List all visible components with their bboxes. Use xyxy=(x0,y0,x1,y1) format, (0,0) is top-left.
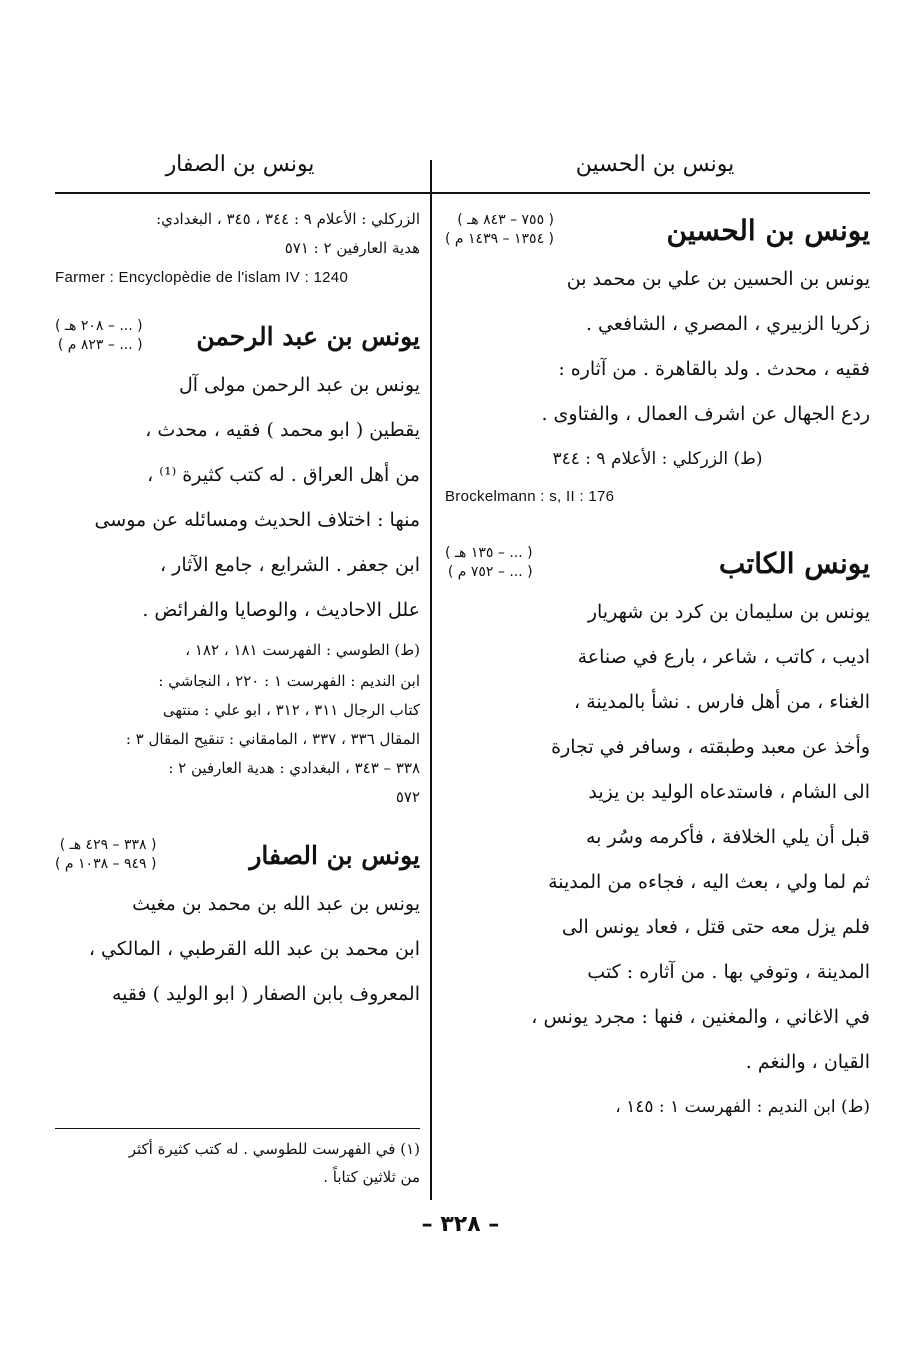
latin-reference: Farmer : Encyclopèdie de l'islam IV : 1240 xyxy=(55,269,349,286)
entry-reference: (ط) ابن النديم : الفهرست ١ : ١٤٥ ، xyxy=(615,1097,870,1117)
hijri-dates: ( ... – ١٣٥ هـ ) xyxy=(445,545,533,561)
right-column xyxy=(445,205,870,1130)
gregorian-dates: ( ١٣٥٤ – ١٤٣٩ م ) xyxy=(445,231,555,247)
entry-text-line: المعروف بابن الصفار ( ابو الوليد ) فقيه xyxy=(112,983,420,1005)
entry-dates xyxy=(55,836,157,874)
entry-text-line: من أهل العراق . له كتب كثيرة ⁽¹⁾ ، xyxy=(147,464,420,486)
entry-text-line: فلم يزل معه حتى قتل ، فعاد يونس الى xyxy=(561,916,870,938)
reference-line: ابن النديم : الفهرست ١ : ٢٢٠ ، النجاشي : xyxy=(158,672,420,690)
footnote-line: (١) في الفهرست للطوسي . له كتب كثيرة أكثر xyxy=(128,1140,420,1158)
entry-text-line: الى الشام ، فاستدعاه الوليد بن يزيد xyxy=(588,781,870,803)
header-divider xyxy=(55,192,870,194)
reference-line: ٣٣٨ – ٣٤٣ ، البغدادي : هدية العارفين ٢ : xyxy=(168,759,420,777)
hijri-dates: ( ... – ٢٠٨ هـ ) xyxy=(55,318,143,334)
entry-heading xyxy=(55,317,420,355)
entry-dates xyxy=(55,317,143,355)
entry-text-line: وأخذ عن معبد وطبقته ، وسافر في تجارة xyxy=(551,736,870,758)
column-divider xyxy=(430,160,432,1200)
footnote-separator xyxy=(55,1128,420,1129)
entry-name: يونس بن عبد الرحمن xyxy=(196,321,420,351)
entry-name: يونس الكاتب xyxy=(718,546,870,580)
entry-text-line: فقيه ، محدث . ولد بالقاهرة . من آثاره : xyxy=(558,358,870,380)
left-running-header: يونس بن الصفار xyxy=(165,152,315,177)
entry-text-line: يونس بن عبد الله بن محمد بن مغيث xyxy=(132,893,420,915)
latin-reference: Brockelmann : s, II : 176 xyxy=(445,488,615,505)
gregorian-dates: ( ... – ٨٢٣ م ) xyxy=(57,337,143,353)
entry-text-line: منها : اختلاف الحديث ومسائله عن موسى xyxy=(94,509,420,531)
entry-heading xyxy=(445,211,870,249)
entry-text-line: اديب ، كاتب ، شاعر ، بارع في صناعة xyxy=(577,646,870,668)
hijri-dates: ( ٧٥٥ – ٨٤٣ هـ ) xyxy=(457,212,555,228)
entry-text-line: يونس بن سليمان بن كرد بن شهريار xyxy=(587,601,870,623)
page-number: – ٣٢٨ – xyxy=(421,1212,500,1237)
entry-text-line: ثم لما ولي ، بعث اليه ، فجاءه من المدينة xyxy=(548,871,870,893)
entry-text-line: ابن جعفر . الشرايع ، جامع الآثار ، xyxy=(160,554,420,576)
entry-dates xyxy=(445,544,533,582)
entry-heading xyxy=(55,836,420,874)
right-running-header: يونس بن الحسين xyxy=(575,152,735,177)
gregorian-dates: ( ... – ٧٥٢ م ) xyxy=(447,564,533,580)
entry-text-line: المدينة ، وتوفي بها . من آثاره : كتب xyxy=(587,961,870,983)
entry-name: يونس بن الحسين xyxy=(666,213,870,247)
hijri-dates: ( ٣٣٨ – ٤٢٩ هـ ) xyxy=(59,837,157,853)
entry-dates xyxy=(445,211,554,249)
reference-line: (ط) الطوسي : الفهرست ١٨١ ، ١٨٢ ، xyxy=(185,641,420,659)
entry-text-line: القيان ، والنغم . xyxy=(745,1051,870,1073)
entry-name: يونس بن الصفار xyxy=(249,840,420,870)
footnote xyxy=(55,1135,420,1191)
left-column xyxy=(55,205,420,1017)
reference-line: كتاب الرجال ٣١١ ، ٣١٢ ، ابو علي : منتهى xyxy=(162,701,420,719)
entry-text-line: يقطين ( ابو محمد ) فقيه ، محدث ، xyxy=(145,419,420,441)
entry-text-line: الغناء ، من أهل فارس . نشأ بالمدينة ، xyxy=(574,691,870,713)
entry-text-line: قبل أن يلي الخلافة ، فأكرمه وسُر به xyxy=(585,826,870,848)
entry-text-line: يونس بن عبد الرحمن مولى آل xyxy=(178,374,420,396)
entry-gap xyxy=(55,812,420,830)
entry-gap xyxy=(445,516,870,538)
reference-line: المقال ٣٣٦ ، ٣٣٧ ، المامقاني : تنقيح المقال ٣ : xyxy=(125,730,420,748)
entry-text-line: ردع الجهال عن اشرف العمال ، والفتاوى . xyxy=(541,403,870,425)
gregorian-dates: ( ٩٤٩ – ١٠٣٨ م ) xyxy=(55,856,157,872)
entry-text-line: زكريا الزبيري ، المصري ، الشافعي . xyxy=(585,313,870,335)
entry-gap xyxy=(55,297,420,311)
entry-text-line: يونس بن الحسين بن علي بن محمد بن xyxy=(566,268,870,290)
reference-line: هدية العارفين ٢ : ٥٧١ xyxy=(284,239,420,257)
entry-heading xyxy=(445,544,870,582)
entry-reference: (ط) الزركلي : الأعلام ٩ : ٣٤٤ xyxy=(552,449,763,469)
reference-line: الزركلي : الأعلام ٩ : ٣٤٤ ، ٣٤٥ ، البغدادي: xyxy=(156,210,420,228)
footnote-line: من ثلاثين كتاباً . xyxy=(323,1168,420,1186)
entry-text-line: ابن محمد بن عبد الله القرطبي ، المالكي ، xyxy=(88,938,420,960)
entry-text-line: في الاغاني ، والمغنين ، فنها : مجرد يونس ، xyxy=(531,1006,870,1028)
entry-text-line: علل الاحاديث ، والوصايا والفرائض . xyxy=(142,599,420,621)
reference-line: ٥٧٢ xyxy=(395,788,420,806)
